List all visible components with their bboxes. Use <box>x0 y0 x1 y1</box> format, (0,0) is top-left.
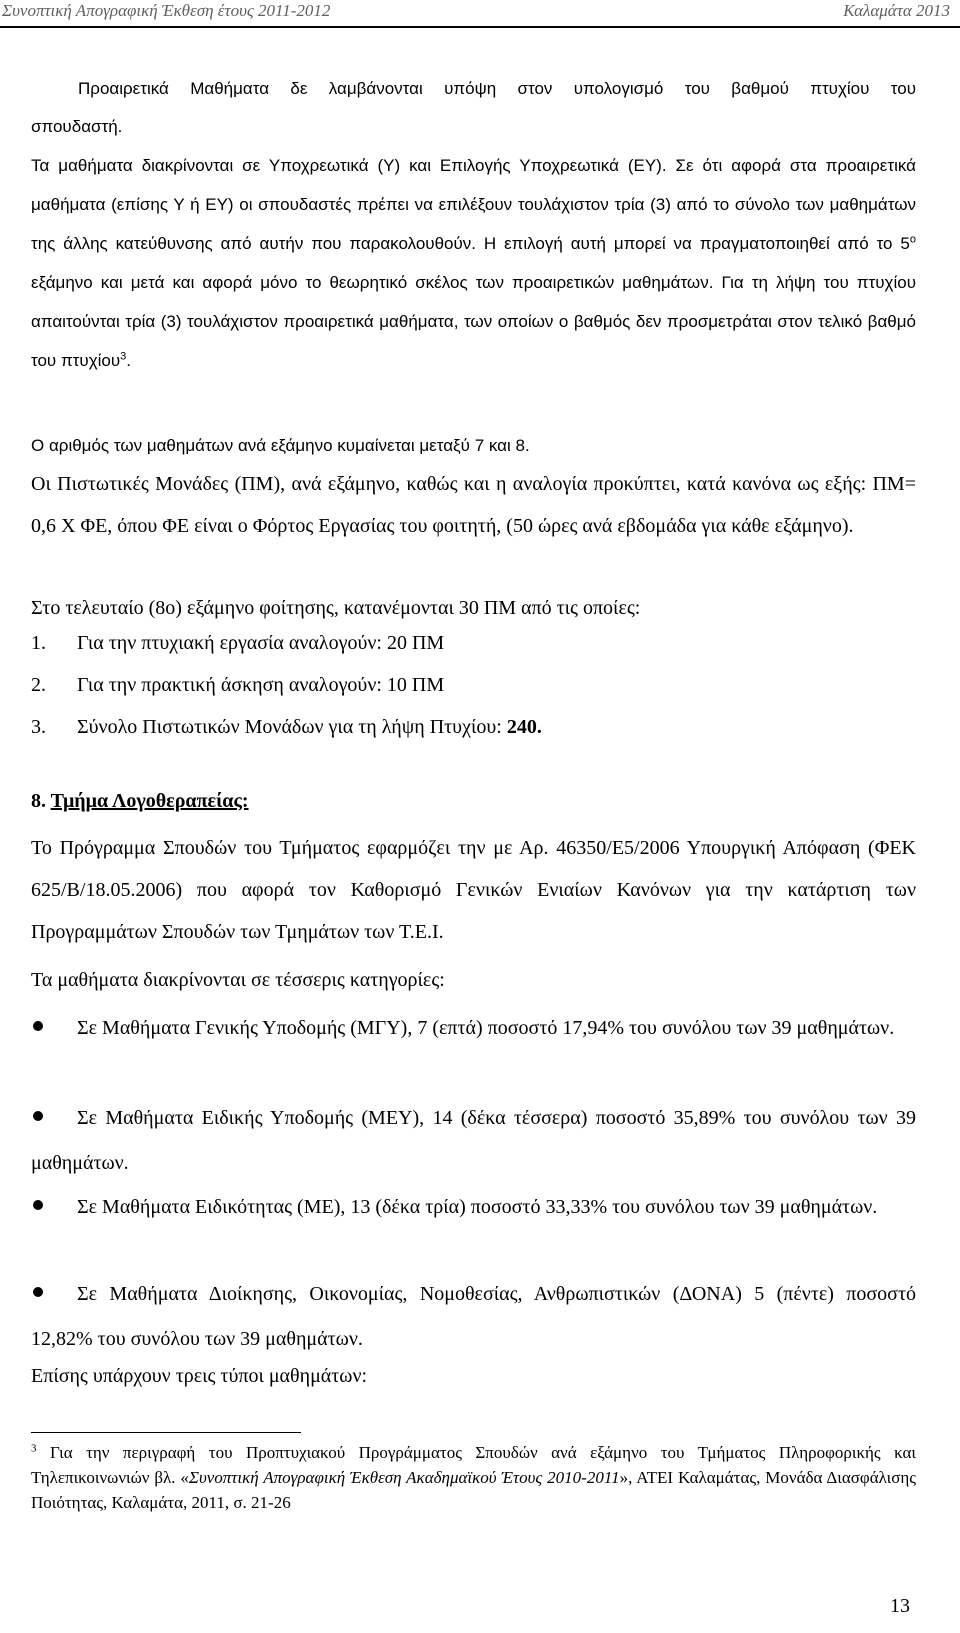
list-item <box>31 706 542 748</box>
paragraph-courses-per-semester: Ο αριθμός των μαθημάτων ανά εξάμηνο κυμαίνεται μεταξύ 7 και 8. <box>31 436 530 455</box>
bullet-text: Σε Μαθήματα Ειδικής Υποδομής (ΜΕΥ), 14 (δέκα τέσσερα) ποσοστό 35,89% του συνόλου των 39 μαθημάτων. <box>31 1107 916 1174</box>
list-item <box>31 664 542 706</box>
paragraph-categories-intro: Τα μαθήματα διακρίνονται σε τέσσερις κατηγορίες: <box>31 969 445 991</box>
course-types-text-end: . <box>126 351 132 370</box>
footnote-text: Για την περιγραφή του Προπτυχιακού Προγράμματος Σπουδών ανά εξάμηνο του Τμήματος Πληροφορικής και Τηλεπικοινωνιών βλ. « <box>31 1443 916 1487</box>
section-title: Τμήμα Λογοθεραπείας: <box>50 790 249 812</box>
footnote-italic-title: Συνοπτική Απογραφική Έκθεση Ακαδημαϊκού Έτους 2010-2011 <box>188 1468 620 1487</box>
course-types-text: Τα μαθήματα διακρίνονται σε Υποχρεωτικά (Υ) και Επιλογής Υποχρεωτικά (ΕΥ). Σε ότι αφορά στα προαιρετικά μαθήματα (επίσης Υ ή ΕΥ) οι σπουδαστές πρέπει να επιλέξουν τουλάχιστον τρία (3) από το σύνολο των μαθημάτων της άλλης κατεύθυνσης από αυτήν που παρακολουθούν. Η επιλογή αυτή μπορεί να πραγματοποιηθεί από το 5 <box>31 156 916 253</box>
paragraph-course-kinds: Επίσης υπάρχουν τρεις τύποι μαθημάτων: <box>31 1365 368 1387</box>
footnote <box>31 1440 916 1515</box>
footnote-reference: 3 <box>120 350 127 363</box>
footnote-text-end: », ΑΤΕΙ Καλαμάτας, Μονάδα Διασφάλισης Ποιότητας, Καλαμάτα, 2011, σ. 21-26 <box>31 1468 917 1512</box>
bullet-icon <box>33 1200 43 1210</box>
list-text: Σύνολο Πιστωτικών Μονάδων για τη λήψη Πτυχίου: <box>77 716 507 738</box>
list-item <box>31 622 542 664</box>
section-number: 8. <box>31 790 46 812</box>
bullet-item <box>31 1006 916 1051</box>
bullet-text: Σε Μαθήματα Γενικής Υποδομής (ΜΓΥ), 7 (επτά) ποσοστό 17,94% του συνόλου των 39 μαθημάτων. <box>77 1017 895 1039</box>
bullet-item <box>31 1096 916 1186</box>
course-types-text-cont: εξάμηνο και μετά και αφορά μόνο το θεωρητικό σκέλος των προαιρετικών μαθημάτων. Για τη λήψη του πτυχίου απαιτούνται τρία (3) τουλάχιστον προαιρετικά μαθήματα, των οποίων ο βαθμός δεν προσμετράται στον τελικό βαθμό του πτυχίου <box>31 273 916 370</box>
bullet-item <box>31 1272 916 1362</box>
bullet-item <box>31 1185 916 1230</box>
ordinal-superscript: ο <box>909 233 916 246</box>
credits-list <box>31 622 542 748</box>
paragraph-final-semester: Στο τελευταίο (8ο) εξάμηνο φοίτησης, κατανέμονται 30 ΠΜ από τις οποίες: <box>31 597 641 619</box>
paragraph-course-types <box>31 146 916 380</box>
list-bold-value: 240. <box>506 716 542 738</box>
section-heading <box>31 790 249 813</box>
list-text: Για την πτυχιακή εργασία αναλογούν: 20 ΠΜ <box>77 632 445 654</box>
page-number: 13 <box>890 1595 910 1617</box>
list-text: Για την πρακτική άσκηση αναλογούν: 10 ΠΜ <box>77 674 445 696</box>
bullet-icon <box>33 1111 43 1121</box>
header-title: Συνοπτική Απογραφική Έκθεση έτους 2011-2012 <box>2 1 331 20</box>
bullet-text: Σε Μαθήματα Ειδικότητας (ΜΕ), 13 (δέκα τρία) ποσοστό 33,33% του συνόλου των 39 μαθημάτων. <box>77 1196 878 1218</box>
footnote-marker: 3 <box>31 1442 37 1455</box>
bullet-text: Σε Μαθήματα Διοίκησης, Οικονομίας, Νομοθεσίας, Ανθρωπιστικών (ΔΟΝΑ) 5 (πέντε) ποσοστό 12,82% του συνόλου των 39 μαθημάτων. <box>31 1283 916 1350</box>
list-number: 1. <box>31 632 46 654</box>
header-place-year: Καλαμάτα 2013 <box>843 1 950 20</box>
paragraph-credit-units: Οι Πιστωτικές Μονάδες (ΠΜ), ανά εξάμηνο, καθώς και η αναλογία προκύπτει, κατά κανόνα ως εξής: ΠΜ= 0,6 Χ ΦΕ, όπου ΦΕ είναι ο Φόρτος Εργασίας του φοιτητή, (50 ώρες ανά εβδομάδα για κάθε εξάμηνο). <box>31 473 916 537</box>
footnote-separator <box>31 1432 301 1433</box>
bullet-icon <box>33 1287 43 1297</box>
list-number: 3. <box>31 716 46 738</box>
list-number: 2. <box>31 674 46 696</box>
bullet-icon <box>33 1021 43 1031</box>
paragraph-elective-line2: σπουδαστή. <box>31 117 123 136</box>
running-header <box>0 0 960 28</box>
paragraph-program-decision: Το Πρόγραμμα Σπουδών του Τμήματος εφαρμόζει την με Αρ. 46350/Ε5/2006 Υπουργική Απόφαση (ΦΕΚ 625/Β/18.05.2006) που αφορά τον Καθορισμό Γενικών Ενιαίων Κανόνων για την κατάρτιση των Προγραμμάτων Σπουδών των Τμημάτων των Τ.Ε.Ι. <box>31 837 916 943</box>
paragraph-elective-line1: Προαιρετικά Μαθήματα δε λαμβάνονται υπόψη στον υπολογισμό του βαθμού πτυχίου του <box>78 79 916 98</box>
